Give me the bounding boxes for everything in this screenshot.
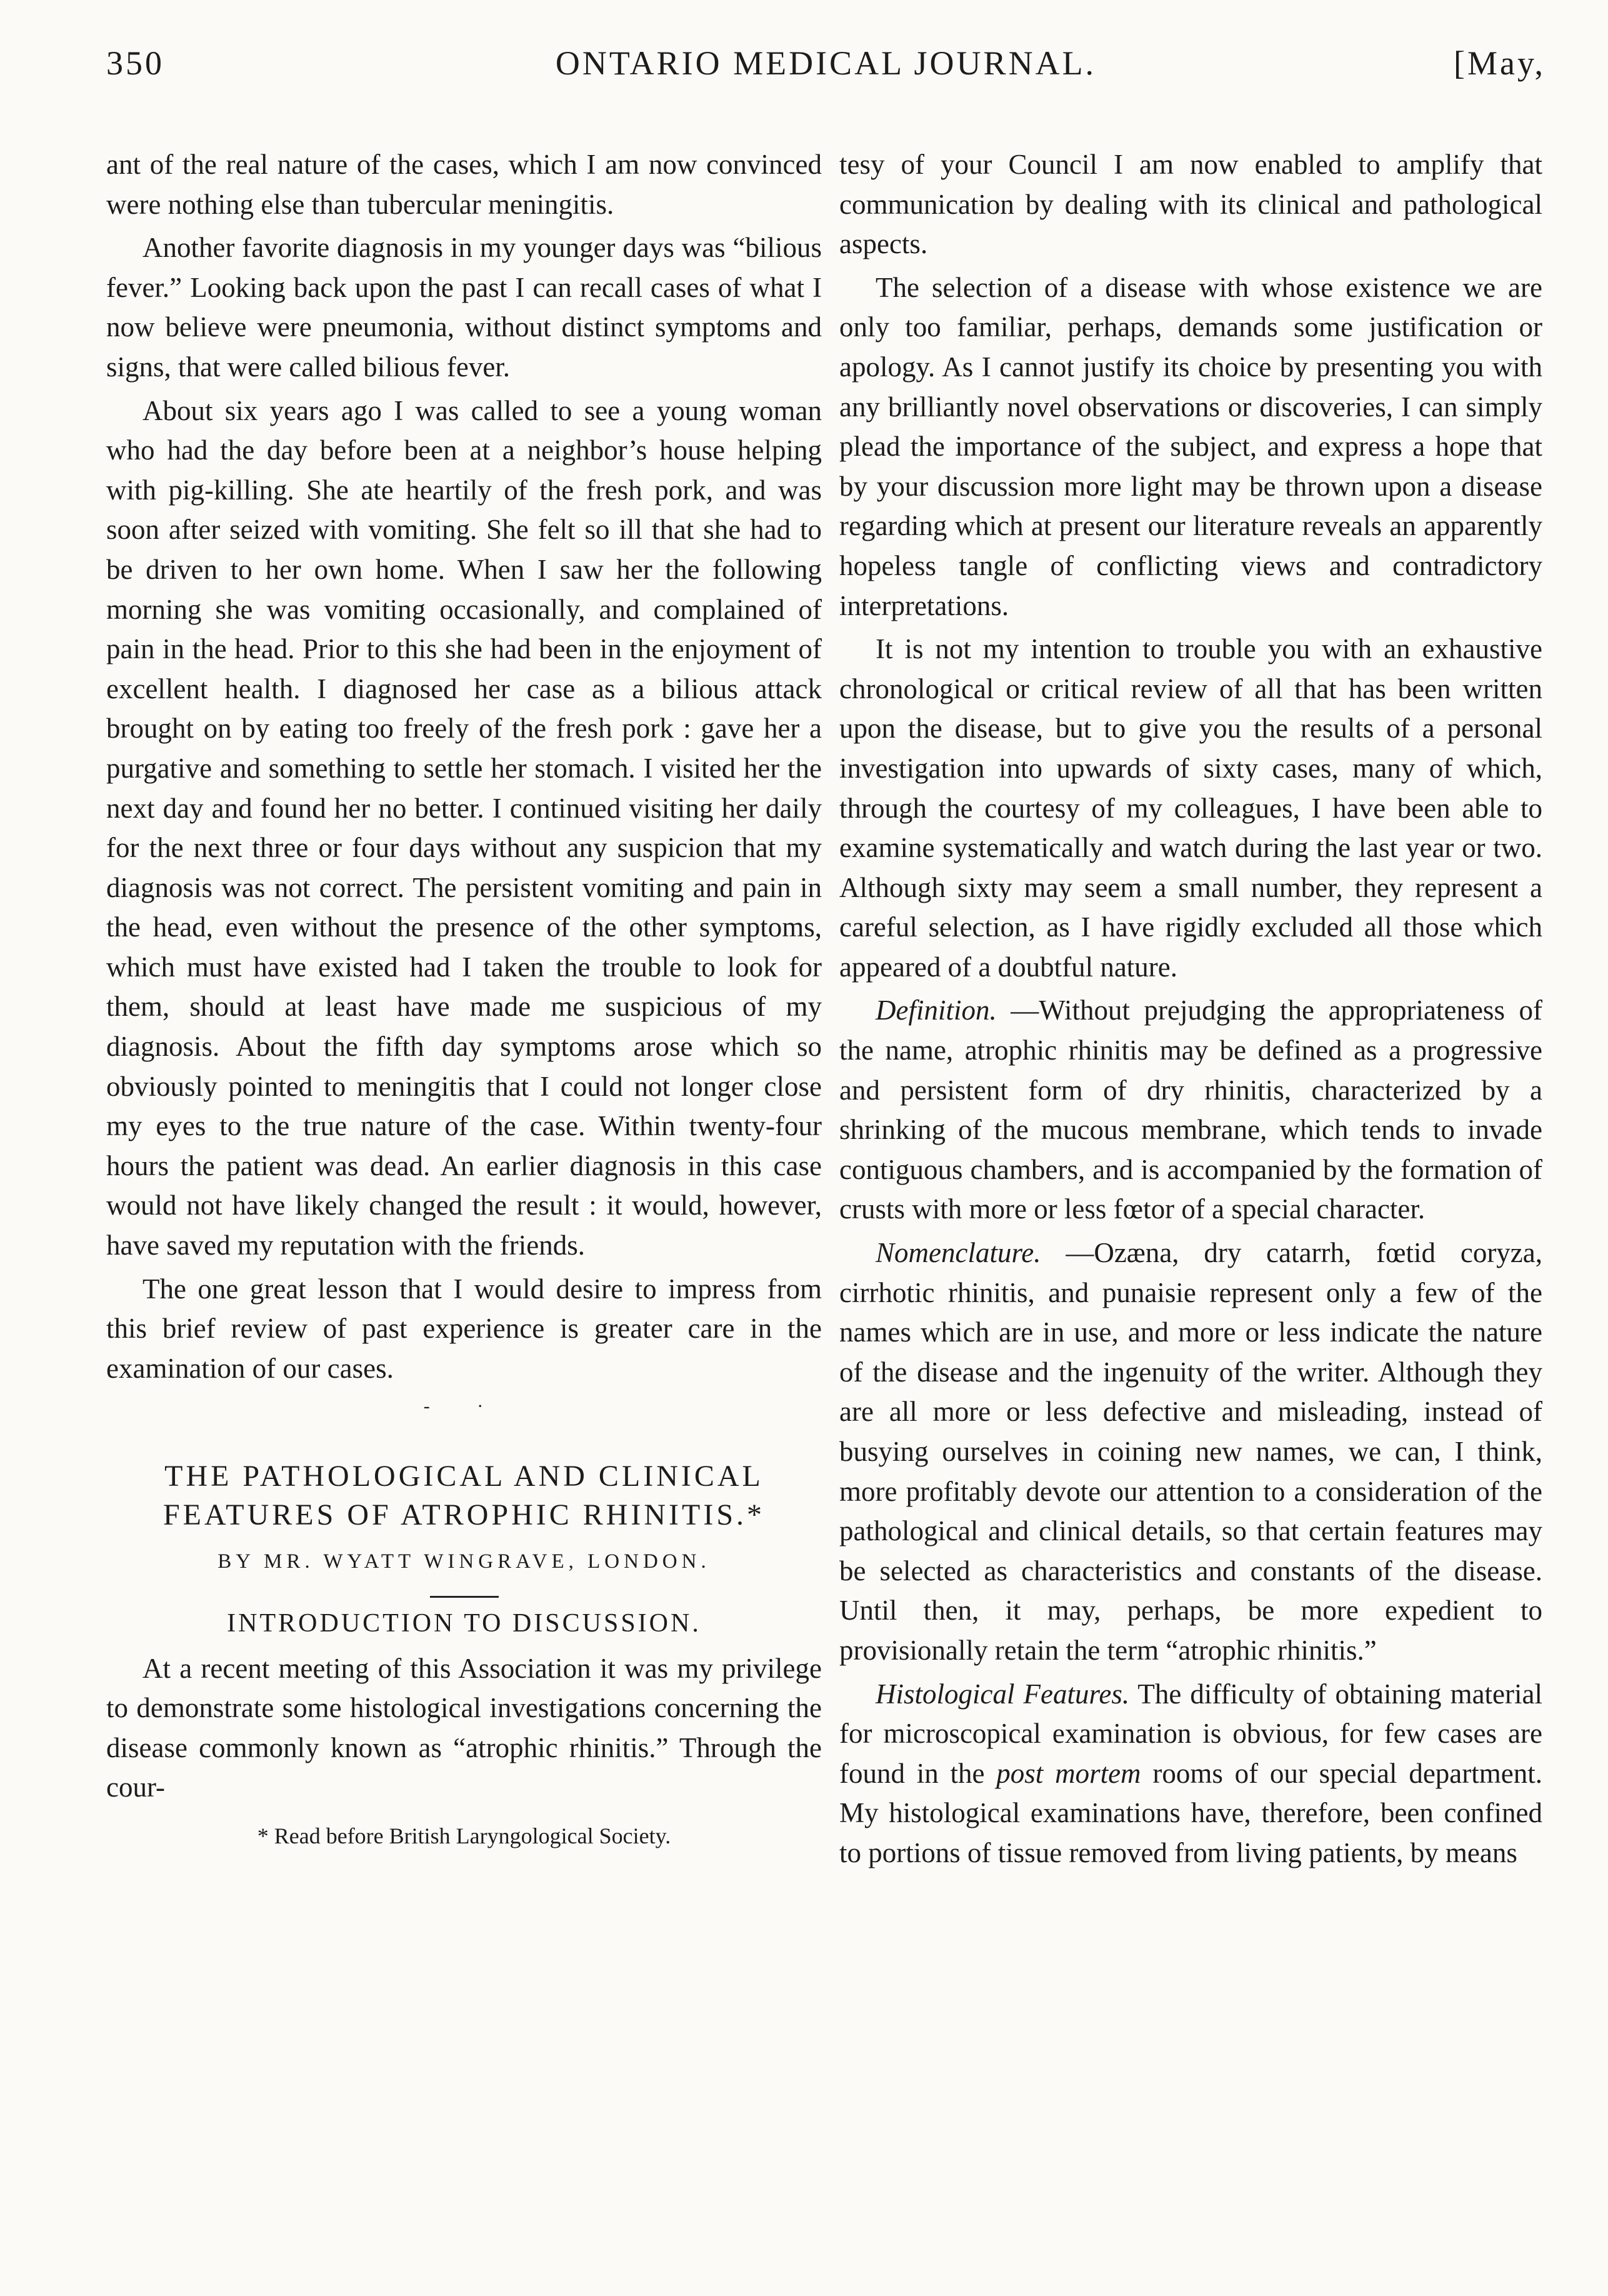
- paragraph: About six years ago I was called to see a young woman who had the day before been at a neighbor’s house helping with pig-killing. She ate heartily of the fresh pork, and was soon after seized with vomiting. She felt so ill that she had to be driven to her own home. When I saw her the following morning she was vomiting occasionally, and complained of pain in the head. Prior to this she had been in the enjoyment of excellent health. I diagnosed her case as a bilious attack brought on by eating too freely of the fresh pork : gave her a purgative and something to settle her stomach. I visited her the next day and found her no better. I continued visiting her daily for the next three or four days without any suspicion that my diagnosis was not correct. The persistent vomiting and pain in the head, even without the presence of the other symptoms, which must have existed had I taken the trouble to look for them, should at least have made me suspicious of my diagnosis. About the fifth day symptoms arose which so obviously pointed to meningitis that I could not longer close my eyes to the true nature of the case. Within twenty-four hours the patient was dead. An earlier diagnosis in this case would not have likely changed the result : it would, however, have saved my reputation with the friends.: [106, 394, 822, 1261]
- footnote: * Read before British Laryngological Society.: [257, 1823, 671, 1848]
- page-number: 350: [106, 44, 164, 82]
- article-title: THE PATHOLOGICAL AND CLINICAL FEATURES OF ATROPHIC RHINITIS.*: [162, 1460, 766, 1532]
- paragraph-histological: [839, 1675, 1542, 1873]
- histological-italic-term: post mortem: [996, 1757, 1141, 1789]
- histological-heading: Histological Features.: [876, 1678, 1130, 1710]
- nomenclature-heading: Nomenclature.: [876, 1237, 1041, 1269]
- paragraph: Another favorite diagnosis in my younger days was “bilious fever.” Looking back upon the past I can recall cases of what I now believe were pneumonia, without distinct symptoms and signs, that were called bilious fever.: [106, 232, 822, 383]
- paragraph-nomenclature: [839, 1233, 1542, 1671]
- nomenclature-text: —Ozæna, dry catarrh, fœtid coryza, cirrhotic rhinitis, and punaisie represent only a few of the names which are in use, and more or less indicate the nature of the disease and the ingenuity of the writer. Although they are all more or less defective and misleading, instead of busying ourselves in coining new names, we can, I think, more profitably devote our attention to a consideration of the pathological and clinical details, so that certain features may be selected as characteristics and constants of the disease. Until then, it may, perhaps, be more expedient to provisionally retain the term “atrophic rhinitis.”: [839, 1237, 1542, 1666]
- section-subheading: INTRODUCTION TO DISCUSSION.: [227, 1609, 701, 1638]
- section-separator: - ·: [423, 1396, 505, 1417]
- paragraph: The selection of a disease with whose existence we are only too familiar, perhaps, demands some justification or apology. As I cannot justify its choice by presenting you with any brilliantly novel observations or discoveries, I can simply plead the importance of the subject, and express a hope that by your discussion more light may be thrown upon a disease regarding which at present our literature reveals an apparently hopeless tangle of conflicting views and contradictory interpretations.: [839, 271, 1542, 621]
- histological-text: The difficulty of obtaining material for microscopical examination is obvious, for few cases are found in the: [839, 1678, 1542, 1789]
- journal-title: ONTARIO MEDICAL JOURNAL.: [555, 44, 1097, 82]
- right-column: [839, 145, 1542, 1873]
- paragraph: At a recent meeting of this Association it was my privilege to demonstrate some histological investigations concerning the disease commonly known as “atrophic rhinitis.” Through the cour-: [106, 1652, 822, 1803]
- issue-month: [May,: [1454, 44, 1546, 82]
- paragraph: It is not my intention to trouble you with an exhaustive chronological or critical review of all that has been written upon the disease, but to give you the results of a personal investigation into upwards of sixty cases, many of which, through the courtesy of my colleagues, I have been able to examine systematically and watch during the last year or two. Although sixty may seem a small number, they represent a careful selection, as I have rigidly excluded all those which appeared of a doubtful nature.: [839, 633, 1542, 983]
- definition-text: —Without prejudging the appropriateness of the name, atrophic rhinitis may be defined as a progressive and persistent form of dry rhinitis, characterized by a shrinking of the mucous membrane, which tends to invade contiguous chambers, and is accompanied by the formation of crusts with more or less fœtor of a special character.: [839, 995, 1542, 1225]
- paragraph-definition: [839, 991, 1542, 1230]
- paragraph: The one great lesson that I would desire to impress from this brief review of past experience is greater care in the examination of our cases.: [106, 1273, 822, 1384]
- article-byline: BY MR. WYATT WINGRAVE, LONDON.: [217, 1550, 711, 1573]
- histological-text-continued: rooms of our special department. My histological examinations have, therefore, been confined to portions of tissue removed from living patients, by means: [839, 1757, 1542, 1868]
- definition-heading: Definition.: [876, 995, 997, 1026]
- paragraph: ant of the real nature of the cases, which I am now convinced were nothing else than tubercular meningitis.: [106, 149, 822, 220]
- divider-rule: [430, 1596, 499, 1598]
- left-column: [106, 145, 822, 1852]
- paragraph: tesy of your Council I am now enabled to amplify that communication by dealing with its clinical and pathological aspects.: [839, 149, 1542, 260]
- running-header: [106, 44, 1546, 106]
